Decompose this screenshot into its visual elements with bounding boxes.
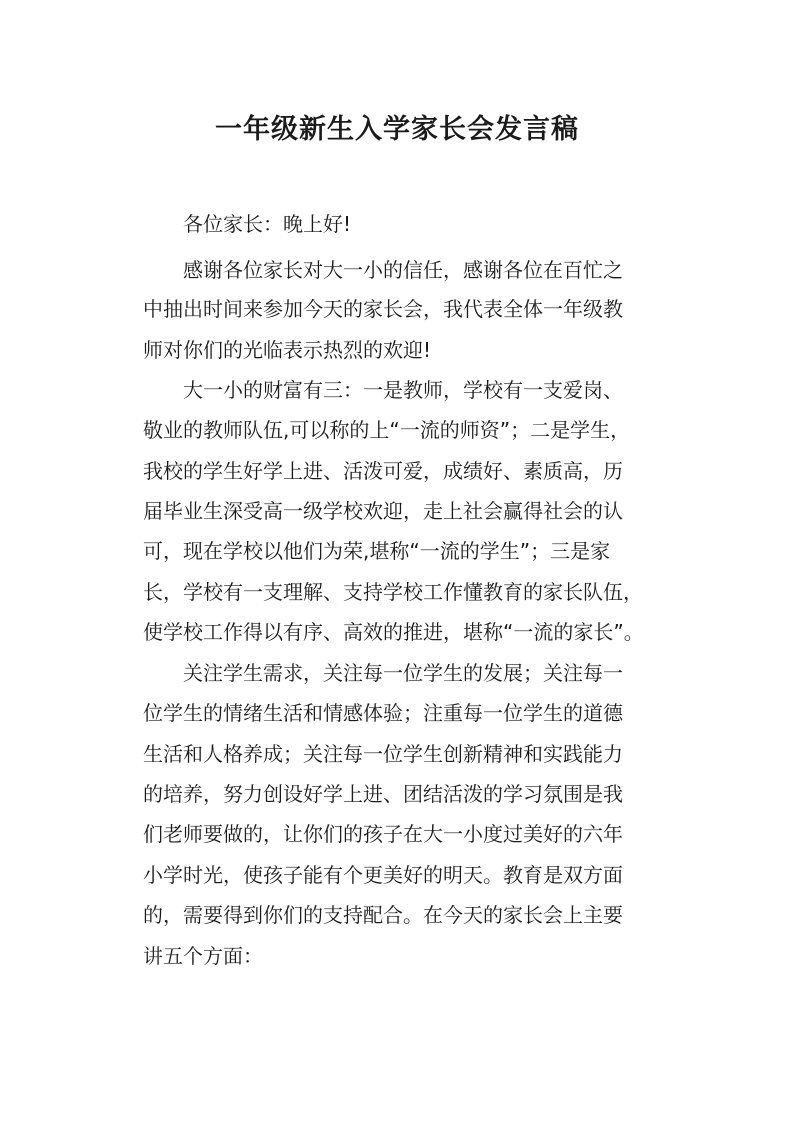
text-line: 的，需要得到你们的支持配合。在今天的家长会上主要	[143, 903, 623, 927]
text-line: 敬业的教师队伍,可以称的上“一流的师资”；二是学生，	[143, 418, 631, 442]
text-line: 小学时光，使孩子能有个更美好的明天。教育是双方面	[143, 863, 623, 887]
text-line: 讲五个方面：	[143, 944, 263, 968]
text-line: 位学生的情绪生活和情感体验；注重每一位学生的道德	[143, 701, 623, 725]
text-line: 大一小的财富有三：一是教师，学校有一支爱岗、	[183, 378, 623, 402]
text-line-salutation: 各位家长：晚上好!	[183, 212, 352, 236]
text-line: 生活和人格养成；关注每一位学生创新精神和实践能力	[143, 742, 623, 766]
text-line: 感谢各位家长对大一小的信任，感谢各位在百忙之	[183, 258, 623, 282]
text-line: 们老师要做的，让你们的孩子在大一小度过美好的六年	[143, 822, 623, 846]
text-line: 届毕业生深受高一级学校欢迎，走上社会赢得社会的认	[143, 499, 623, 523]
text-line: 中抽出时间来参加今天的家长会，我代表全体一年级教	[143, 297, 623, 321]
document-title: 一年级新生入学家长会发言稿	[215, 114, 579, 145]
text-line: 关注学生需求，关注每一位学生的发展；关注每一	[183, 661, 623, 685]
text-line: 师对你们的光临表示热烈的欢迎!	[143, 338, 432, 362]
text-line: 长，学校有一支理解、支持学校工作懂教育的家长队伍，	[143, 580, 643, 604]
text-line: 可，现在学校以他们为荣,堪称“一流的学生”；三是家	[143, 539, 611, 563]
text-line: 我校的学生好学上进、活泼可爱，成绩好、素质高，历	[143, 459, 623, 483]
text-line: 使学校工作得以有序、高效的推进，堪称“一流的家长”。	[143, 620, 644, 644]
text-line: 的培养，努力创设好学上进、团结活泼的学习氛围是我	[143, 782, 623, 806]
